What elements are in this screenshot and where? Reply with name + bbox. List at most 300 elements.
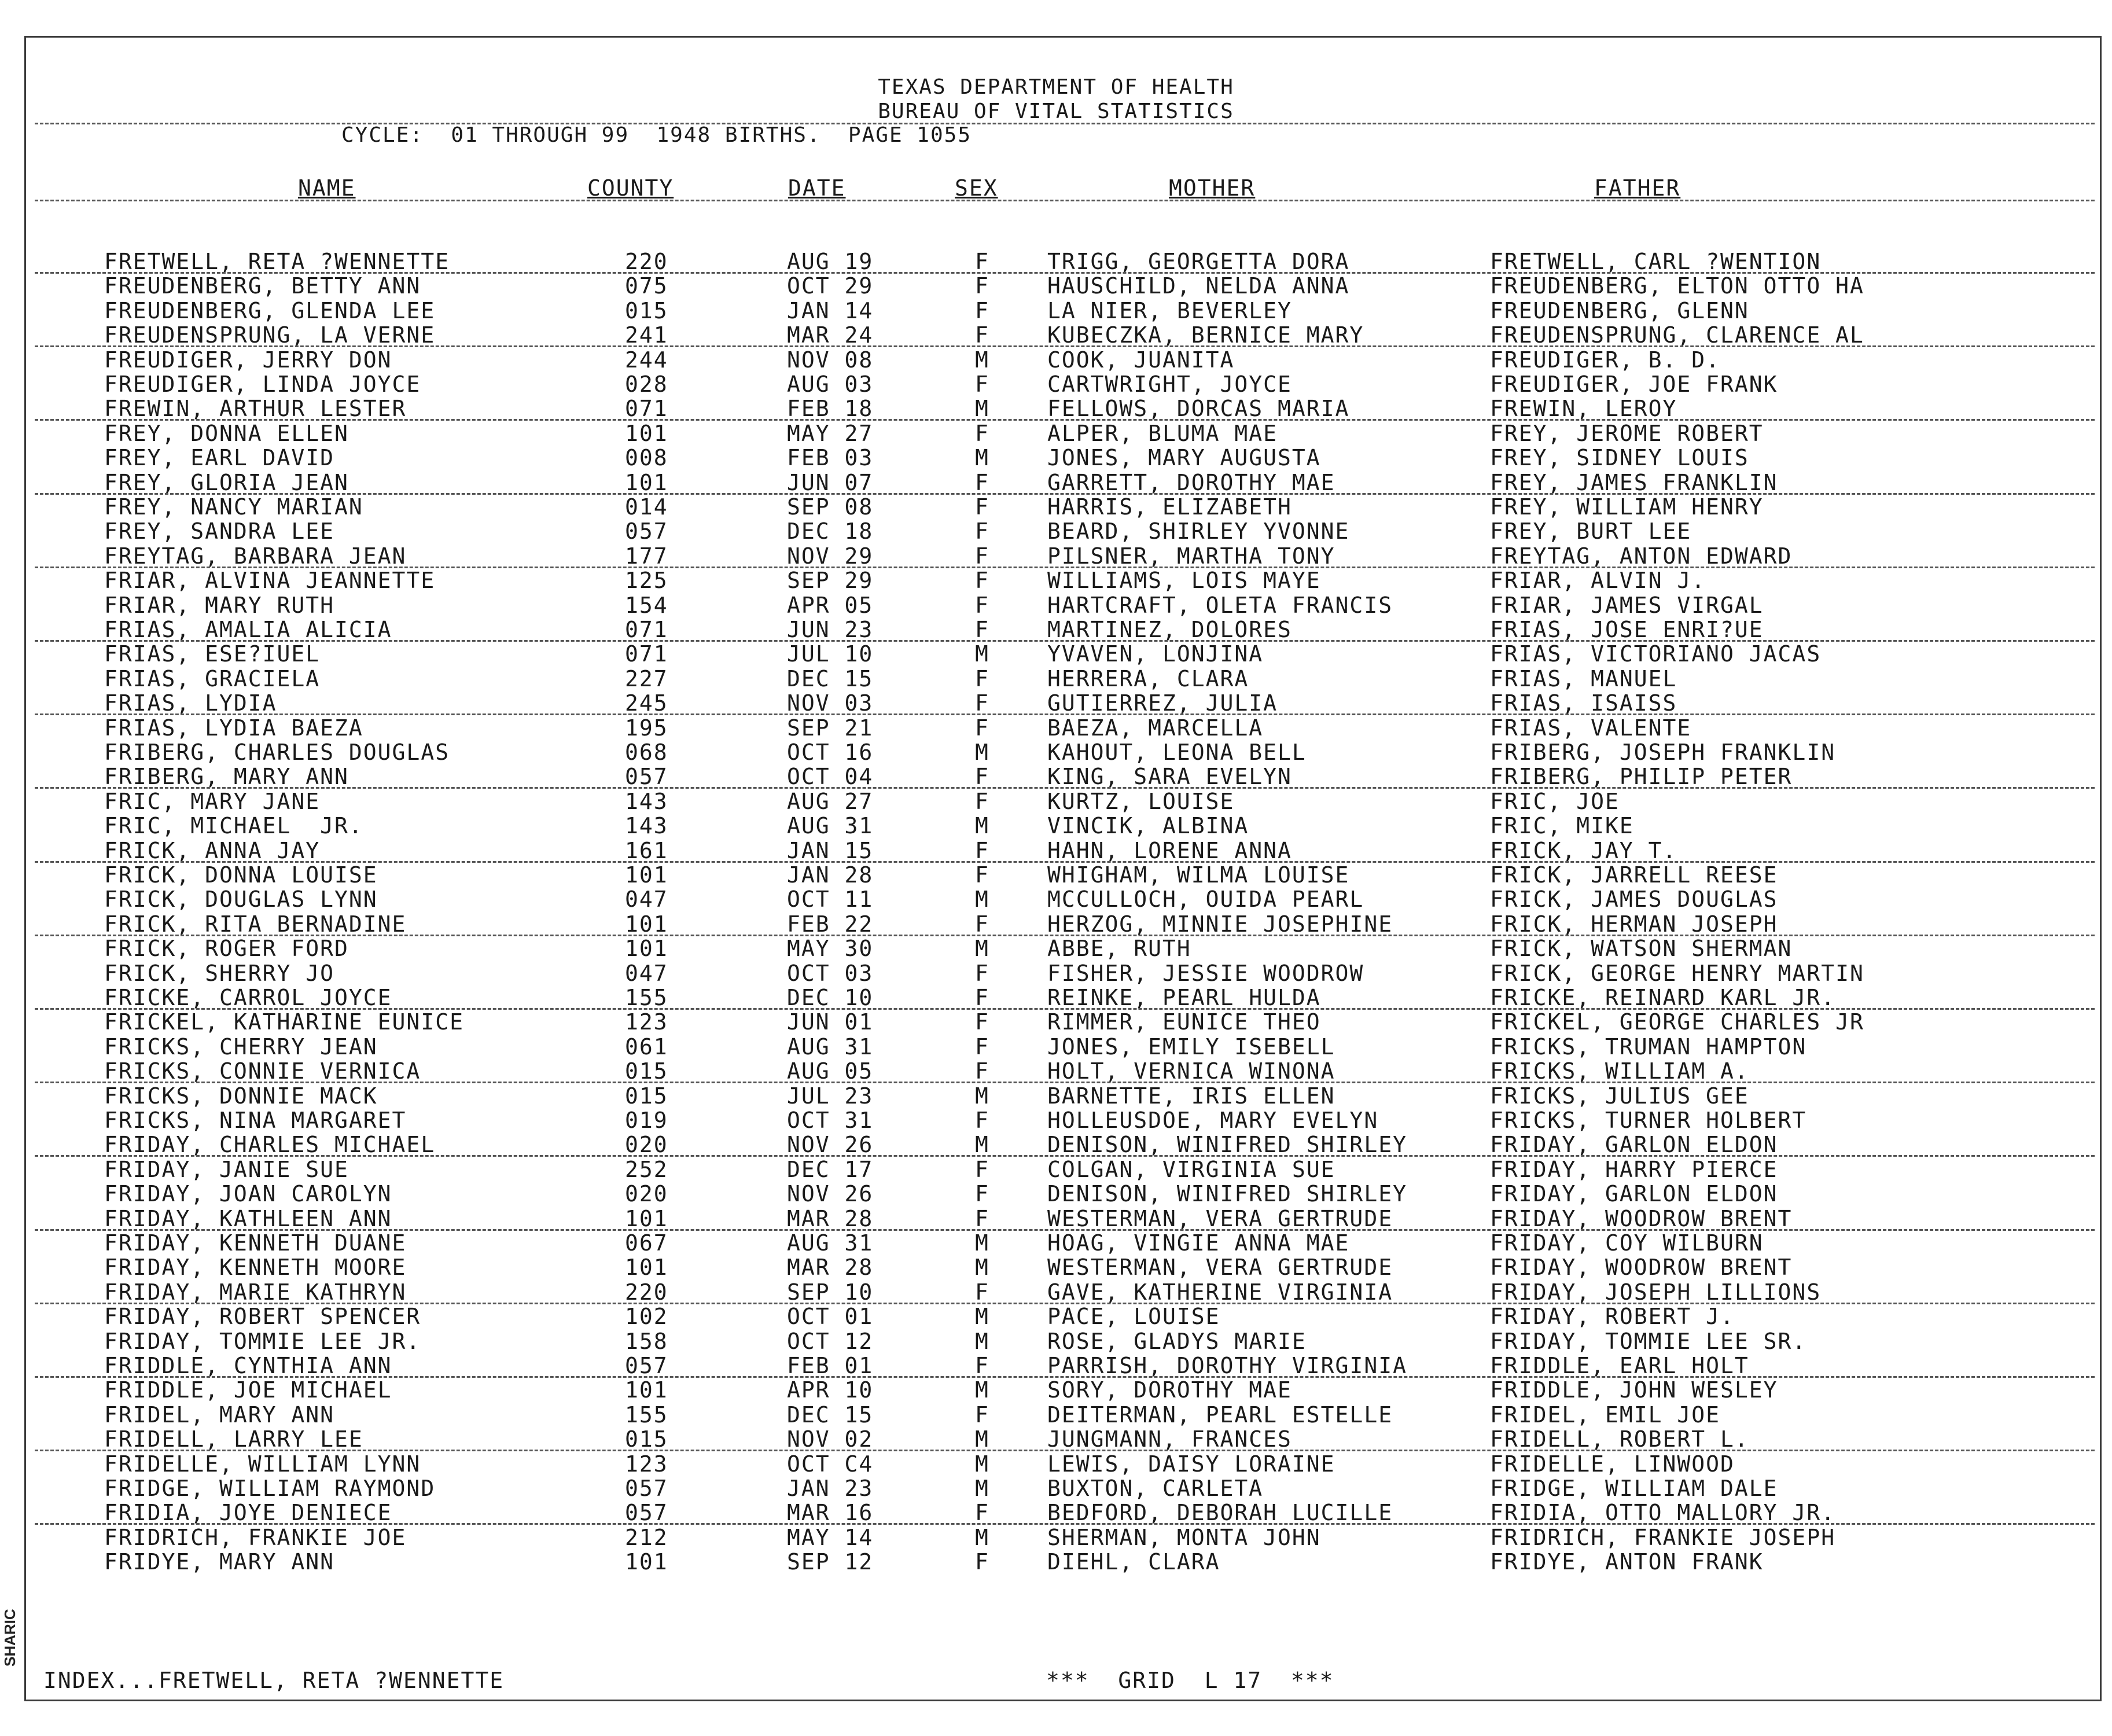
cell-date: AUG 27 [787,788,874,814]
cell-sex: F [975,494,989,520]
cell-name: FRIAR, ALVINA JEANNETTE [104,568,436,594]
cell-sex: F [975,543,989,569]
cell-sex: F [975,420,989,446]
cell-mother: BUXTON, CARLETA [1047,1476,1264,1501]
cell-county: 061 [625,1033,668,1060]
table-row [0,372,2112,396]
cell-name: FRICK, ANNA JAY [104,837,321,863]
cell-name: FRIAS, ESE?IUEL [104,641,321,667]
cell-mother: DEITERMAN, PEARL ESTELLE [1047,1402,1393,1428]
table-row [0,985,2112,1009]
cell-sex: F [975,592,989,618]
cell-county: 102 [625,1304,668,1330]
cell-sex: F [975,568,989,594]
cell-county: 101 [625,1377,668,1403]
cell-date: JAN 28 [787,862,874,888]
cell-father: FRIAS, JOSE ENRI?UE [1490,617,1764,642]
cell-county: 227 [625,665,668,692]
cell-name: FRIDDLE, JOE MICHAEL [104,1377,392,1403]
cell-father: FRIBERG, PHILIP PETER [1490,764,1793,790]
cell-date: OCT 31 [787,1108,874,1133]
table-row [0,568,2112,592]
cell-mother: GARRETT, DOROTHY MAE [1047,469,1335,495]
cell-father: FRIAS, MANUEL [1490,665,1677,692]
cell-sex: F [975,1279,989,1305]
table-row [0,273,2112,297]
cell-county: 220 [625,1279,668,1305]
cell-sex: M [975,1476,989,1501]
table-row [0,961,2112,985]
footer-grid: *** GRID L 17 *** [1046,1668,1334,1693]
cell-date: OCT 03 [787,960,874,986]
column-header-name: NAME [298,175,356,201]
cell-mother: HOAG, VINGIE ANNA MAE [1047,1230,1350,1256]
cell-mother: MARTINEZ, DOLORES [1047,617,1292,642]
cell-father: FRIAS, ISAISS [1490,690,1677,716]
table-row [0,593,2112,617]
cell-sex: M [975,1426,989,1452]
cell-father: FRICK, HERMAN JOSEPH [1490,911,1778,937]
footer-index: INDEX...FRETWELL, RETA ?WENNETTE [43,1668,505,1693]
cell-date: OCT 12 [787,1328,874,1354]
cell-date: JUN 07 [787,469,874,495]
cell-mother: GAVE, KATHERINE VIRGINIA [1047,1279,1393,1305]
cell-county: 245 [625,690,668,716]
cell-county: 101 [625,469,668,495]
cell-father: FRIC, JOE [1490,788,1620,814]
cell-date: MAY 14 [787,1524,874,1550]
cell-date: APR 05 [787,592,874,618]
cell-county: 020 [625,1132,668,1158]
cell-sex: F [975,1402,989,1428]
table-row [0,445,2112,469]
cell-mother: HARTCRAFT, OLETA FRANCIS [1047,592,1393,618]
cell-mother: BARNETTE, IRIS ELLEN [1047,1083,1335,1109]
cell-county: 143 [625,788,668,814]
cell-county: 057 [625,764,668,790]
cell-date: AUG 31 [787,1033,874,1060]
table-row [0,1083,2112,1108]
cell-father: FRIDYE, ANTON FRANK [1490,1549,1764,1575]
cell-mother: JONES, MARY AUGUSTA [1047,445,1321,471]
cell-date: NOV 26 [787,1132,874,1158]
cell-county: 154 [625,592,668,618]
column-header-sex: SEX [955,175,998,201]
cell-name: FRIC, MICHAEL JR. [104,813,363,839]
cell-name: FRICK, SHERRY JO [104,960,335,986]
cell-county: 101 [625,1549,668,1575]
cell-sex: M [975,1304,989,1330]
cell-sex: F [975,1009,989,1035]
table-row [0,1377,2112,1402]
cell-county: 101 [625,911,668,937]
cell-date: OCT 11 [787,887,874,913]
cell-sex: F [975,1181,989,1207]
cell-county: 101 [625,1205,668,1231]
table-row [0,1009,2112,1033]
table-row [0,764,2112,788]
cell-father: FRIAS, VALENTE [1490,715,1692,741]
cell-mother: SHERMAN, MONTA JOHN [1047,1524,1321,1550]
cell-county: 244 [625,347,668,373]
cell-county: 101 [625,936,668,962]
cell-mother: BAEZA, MARCELLA [1047,715,1264,741]
cell-sex: M [975,887,989,913]
cell-name: FRIDELLE, WILLIAM LYNN [104,1451,421,1477]
cell-mother: FELLOWS, DORCAS MARIA [1047,396,1350,422]
cell-father: FRIDRICH, FRANKIE JOSEPH [1490,1524,1836,1550]
cell-name: FRIDELL, LARRY LEE [104,1426,363,1452]
cell-sex: F [975,1033,989,1060]
table-row [0,690,2112,715]
table-row [0,789,2112,813]
cell-sex: F [975,985,989,1010]
cell-name: FRIDRICH, FRANKIE JOE [104,1524,407,1550]
cell-mother: KING, SARA EVELYN [1047,764,1292,790]
cell-mother: KUBECZKA, BERNICE MARY [1047,322,1364,348]
table-row [0,1451,2112,1476]
cell-date: MAR 24 [787,322,874,348]
cell-county: 220 [625,249,668,274]
cell-sex: M [975,1377,989,1403]
cell-name: FRICKS, NINA MARGARET [104,1108,407,1133]
cell-name: FREY, GLORIA JEAN [104,469,349,495]
cell-father: FRICKS, WILLIAM A. [1490,1058,1749,1084]
cell-father: FRICK, GEORGE HENRY MARTIN [1490,960,1864,986]
cell-mother: BEARD, SHIRLEY YVONNE [1047,518,1350,545]
column-header-mother: MOTHER [1169,175,1256,201]
cell-father: FREY, JEROME ROBERT [1490,420,1764,446]
cell-sex: M [975,641,989,667]
cell-name: FRICKS, DONNIE MACK [104,1083,378,1109]
table-row [0,1108,2112,1132]
cell-mother: ABBE, RUTH [1047,936,1191,962]
cell-name: FRIDGE, WILLIAM RAYMOND [104,1476,436,1501]
cell-mother: FISHER, JESSIE WOODROW [1047,960,1364,986]
cell-county: 123 [625,1451,668,1477]
cell-name: FRETWELL, RETA ?WENNETTE [104,249,450,274]
cell-name: FREUDENBERG, BETTY ANN [104,273,421,299]
cell-county: 101 [625,420,668,446]
table-row [0,1402,2112,1426]
cell-county: 161 [625,837,668,863]
cell-county: 155 [625,985,668,1010]
cell-name: FRIAS, LYDIA BAEZA [104,715,363,741]
table-row [0,862,2112,887]
cell-mother: PARRISH, DOROTHY VIRGINIA [1047,1353,1407,1378]
cell-name: FRICKS, CONNIE VERNICA [104,1058,421,1084]
cell-date: NOV 02 [787,1426,874,1452]
cell-county: 155 [625,1402,668,1428]
cell-father: FRICKS, TRUMAN HAMPTON [1490,1033,1807,1060]
cell-county: 019 [625,1108,668,1133]
cell-date: NOV 26 [787,1181,874,1207]
cell-name: FRIAS, AMALIA ALICIA [104,617,392,642]
cell-name: FRIAS, LYDIA [104,690,277,716]
cell-father: FRIDEL, EMIL JOE [1490,1402,1721,1428]
cell-name: FRIDAY, JANIE SUE [104,1156,349,1182]
cell-sex: F [975,1353,989,1378]
cell-sex: F [975,297,989,323]
table-row [0,347,2112,372]
cell-county: 008 [625,445,668,471]
cell-date: JUN 01 [787,1009,874,1035]
table-row [0,1329,2112,1353]
cell-mother: COOK, JUANITA [1047,347,1235,373]
cell-date: MAR 28 [787,1255,874,1281]
cell-county: 014 [625,494,668,520]
cell-date: NOV 03 [787,690,874,716]
cell-date: SEP 10 [787,1279,874,1305]
cell-sex: F [975,273,989,299]
cell-date: OCT 01 [787,1304,874,1330]
cell-father: FRIDAY, WOODROW BRENT [1490,1255,1793,1281]
cell-date: AUG 31 [787,813,874,839]
cell-sex: F [975,690,989,716]
table-row [0,813,2112,837]
cell-county: 057 [625,1353,668,1378]
cell-date: FEB 01 [787,1353,874,1378]
cell-county: 067 [625,1230,668,1256]
cell-date: OCT 16 [787,740,874,765]
cell-date: OCT 04 [787,764,874,790]
cell-date: MAR 16 [787,1500,874,1526]
cell-county: 047 [625,960,668,986]
cell-sex: F [975,322,989,348]
cell-name: FREWIN, ARTHUR LESTER [104,396,407,422]
table-row [0,249,2112,273]
cell-mother: WILLIAMS, LOIS MAYE [1047,568,1321,594]
cell-sex: M [975,347,989,373]
cell-county: 020 [625,1181,668,1207]
cell-father: FRIDDLE, EARL HOLT [1490,1353,1749,1378]
cell-name: FRIDAY, ROBERT SPENCER [104,1304,421,1330]
cell-county: 158 [625,1328,668,1354]
cell-name: FRICKE, CARROL JOYCE [104,985,392,1010]
cell-name: FRIDAY, KENNETH DUANE [104,1230,407,1256]
cell-sex: F [975,862,989,888]
table-row [0,1034,2112,1058]
cell-date: SEP 21 [787,715,874,741]
table-row [0,1132,2112,1156]
table-row [0,1279,2112,1304]
cell-name: FRIDAY, CHARLES MICHAEL [104,1132,436,1158]
cell-sex: F [975,837,989,863]
cell-name: FRICKS, CHERRY JEAN [104,1033,378,1060]
cell-father: FRIAR, JAMES VIRGAL [1490,592,1764,618]
cell-father: FREWIN, LEROY [1490,396,1677,422]
cell-mother: KURTZ, LOUISE [1047,788,1235,814]
cell-sex: M [975,1255,989,1281]
cell-sex: F [975,372,989,397]
cell-county: 047 [625,887,668,913]
cell-sex: M [975,445,989,471]
cell-mother: HERRERA, CLARA [1047,665,1249,692]
cell-name: FRIC, MARY JANE [104,788,321,814]
cell-name: FREUDENBERG, GLENDA LEE [104,297,436,323]
cell-date: JAN 14 [787,297,874,323]
cell-date: JUL 23 [787,1083,874,1109]
cell-county: 057 [625,1476,668,1501]
cell-father: FRIDELLE, LINWOOD [1490,1451,1735,1477]
cell-father: FRIDAY, JOSEPH LILLIONS [1490,1279,1822,1305]
table-row [0,911,2112,936]
cell-county: 015 [625,1083,668,1109]
cell-sex: M [975,936,989,962]
cell-father: FRIBERG, JOSEPH FRANKLIN [1490,740,1836,765]
cell-name: FRIAS, GRACIELA [104,665,321,692]
cell-date: SEP 12 [787,1549,874,1575]
cell-sex: M [975,1451,989,1477]
cell-county: 195 [625,715,668,741]
cell-county: 057 [625,1500,668,1526]
cell-father: FRICKS, TURNER HOLBERT [1490,1108,1807,1133]
cell-father: FREUDENBERG, GLENN [1490,297,1749,323]
cell-name: FREY, EARL DAVID [104,445,335,471]
cell-father: FRICKS, JULIUS GEE [1490,1083,1749,1109]
cell-father: FRICK, WATSON SHERMAN [1490,936,1793,962]
table-row [0,1525,2112,1549]
cell-date: DEC 10 [787,985,874,1010]
cell-date: JUL 10 [787,641,874,667]
cell-date: APR 10 [787,1377,874,1403]
cell-mother: WHIGHAM, WILMA LOUISE [1047,862,1350,888]
cell-name: FRIDAY, JOAN CAROLYN [104,1181,392,1207]
table-row [0,715,2112,740]
cell-mother: LA NIER, BEVERLEY [1047,297,1292,323]
cell-mother: HERZOG, MINNIE JOSEPHINE [1047,911,1393,937]
cell-father: FREY, BURT LEE [1490,518,1692,545]
cell-county: 101 [625,1255,668,1281]
cell-mother: KAHOUT, LEONA BELL [1047,740,1307,765]
cell-name: FREY, SANDRA LEE [104,518,335,545]
cell-mother: REINKE, PEARL HULDA [1047,985,1321,1010]
table-row [0,1353,2112,1377]
table-row [0,740,2112,764]
cell-sex: F [975,249,989,274]
cell-date: DEC 18 [787,518,874,545]
cell-name: FREUDIGER, LINDA JOYCE [104,372,421,397]
cell-date: AUG 31 [787,1230,874,1256]
cell-father: FRIDAY, GARLON ELDON [1490,1132,1778,1158]
cell-father: FRIDIA, OTTO MALLORY JR. [1490,1500,1836,1526]
cell-mother: ROSE, GLADYS MARIE [1047,1328,1307,1354]
cell-date: OCT C4 [787,1451,874,1477]
cell-father: FRIDAY, WOODROW BRENT [1490,1205,1793,1231]
cell-father: FREUDENSPRUNG, CLARENCE AL [1490,322,1864,348]
cell-county: 071 [625,617,668,642]
cell-mother: JUNGMANN, FRANCES [1047,1426,1292,1452]
cell-father: FRIAS, VICTORIANO JACAS [1490,641,1822,667]
cell-father: FREUDENBERG, ELTON OTTO HA [1490,273,1864,299]
cell-name: FRIDEL, MARY ANN [104,1402,335,1428]
side-label: SHARIC [1,1609,19,1667]
cell-father: FRICK, JAMES DOUGLAS [1490,887,1778,913]
cell-county: 101 [625,862,668,888]
table-row [0,1500,2112,1524]
cell-mother: CARTWRIGHT, JOYCE [1047,372,1292,397]
cell-name: FREY, DONNA ELLEN [104,420,349,446]
cell-father: FRICK, JAY T. [1490,837,1677,863]
cell-sex: M [975,740,989,765]
cell-date: DEC 17 [787,1156,874,1182]
table-row [0,543,2112,568]
cell-father: FREY, JAMES FRANKLIN [1490,469,1778,495]
cell-name: FRICK, ROGER FORD [104,936,349,962]
cell-mother: ALPER, BLUMA MAE [1047,420,1278,446]
cell-sex: F [975,1205,989,1231]
cell-mother: SORY, DOROTHY MAE [1047,1377,1292,1403]
cell-father: FREY, SIDNEY LOUIS [1490,445,1749,471]
cell-father: FREUDIGER, JOE FRANK [1490,372,1778,397]
cell-sex: M [975,1083,989,1109]
table-row [0,1181,2112,1205]
cell-name: FRIDAY, TOMMIE LEE JR. [104,1328,421,1354]
cell-county: 177 [625,543,668,569]
cell-date: MAY 27 [787,420,874,446]
cell-mother: LEWIS, DAISY LORAINE [1047,1451,1335,1477]
cell-sex: F [975,715,989,741]
table-row [0,1206,2112,1230]
table-row [0,641,2112,665]
cell-mother: COLGAN, VIRGINIA SUE [1047,1156,1335,1182]
cell-date: MAR 28 [787,1205,874,1231]
cell-date: MAY 30 [787,936,874,962]
cell-sex: F [975,1108,989,1133]
cell-date: JAN 23 [787,1476,874,1501]
cell-sex: F [975,788,989,814]
cell-mother: JONES, EMILY ISEBELL [1047,1033,1335,1060]
cell-county: 028 [625,372,668,397]
table-row [0,936,2112,960]
cell-mother: YVAVEN, LONJINA [1047,641,1264,667]
cell-father: FRICK, JARRELL REESE [1490,862,1778,888]
cell-sex: F [975,1549,989,1575]
cell-county: 068 [625,740,668,765]
cell-date: AUG 03 [787,372,874,397]
cell-father: FREY, WILLIAM HENRY [1490,494,1764,520]
cell-date: FEB 03 [787,445,874,471]
cell-mother: GUTIERREZ, JULIA [1047,690,1278,716]
header-bureau: BUREAU OF VITAL STATISTICS [878,100,1234,123]
cell-date: FEB 18 [787,396,874,422]
cell-mother: VINCIK, ALBINA [1047,813,1249,839]
cell-sex: F [975,960,989,986]
cell-sex: F [975,469,989,495]
table-row [0,1058,2112,1083]
cell-date: SEP 29 [787,568,874,594]
cell-name: FRICKEL, KATHARINE EUNICE [104,1009,464,1035]
table-row [0,421,2112,445]
cell-name: FRIBERG, MARY ANN [104,764,349,790]
cell-father: FREUDIGER, B. D. [1490,347,1721,373]
cell-name: FREUDIGER, JERRY DON [104,347,392,373]
cell-mother: HARRIS, ELIZABETH [1047,494,1292,520]
cell-sex: F [975,665,989,692]
cell-father: FRIDGE, WILLIAM DALE [1490,1476,1778,1501]
cell-sex: F [975,1500,989,1526]
cell-sex: F [975,1058,989,1084]
cell-father: FRIDAY, TOMMIE LEE SR. [1490,1328,1807,1354]
cell-mother: HOLT, VERNICA WINONA [1047,1058,1335,1084]
column-header-county: COUNTY [587,175,674,201]
cell-name: FRIDAY, KENNETH MOORE [104,1255,407,1281]
cell-date: OCT 29 [787,273,874,299]
table-row [0,322,2112,347]
table-row [0,666,2112,690]
column-header-father: FATHER [1594,175,1681,201]
cell-father: FRIDAY, HARRY PIERCE [1490,1156,1778,1182]
